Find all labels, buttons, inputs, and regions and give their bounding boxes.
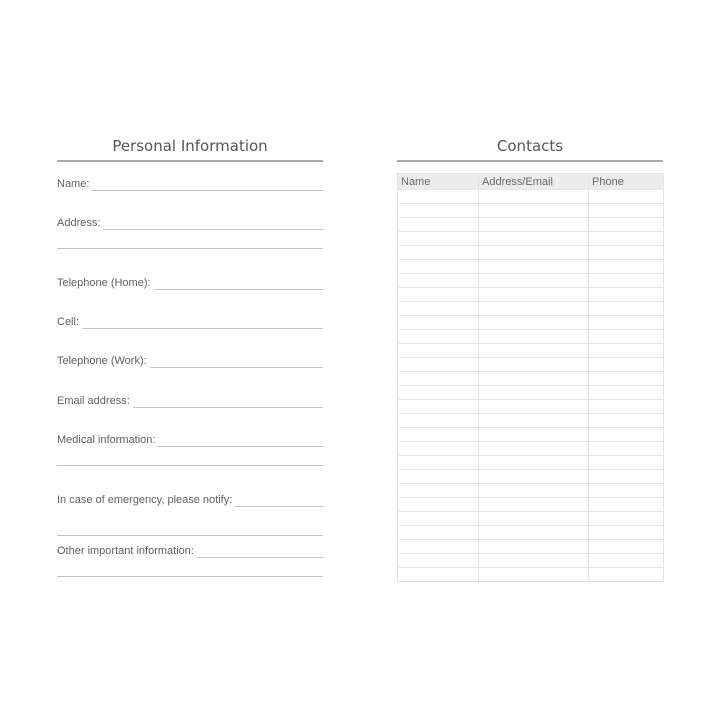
telephone-home-field[interactable]: [57, 276, 323, 290]
contact-address-email-cell[interactable]: [479, 400, 589, 414]
contact-phone-cell[interactable]: [589, 400, 664, 414]
contact-name-cell[interactable]: [398, 498, 479, 512]
contact-phone-cell[interactable]: [589, 330, 664, 344]
emergency-contact-continuation-line[interactable]: [57, 535, 323, 536]
contact-name-cell[interactable]: [398, 274, 479, 288]
contact-phone-cell[interactable]: [589, 246, 664, 260]
contact-phone-cell[interactable]: [589, 302, 664, 316]
contact-name-cell[interactable]: [398, 302, 479, 316]
table-row: [398, 302, 664, 316]
contact-name-cell[interactable]: [398, 358, 479, 372]
contact-address-email-cell[interactable]: [479, 498, 589, 512]
contact-phone-cell[interactable]: [589, 498, 664, 512]
personal-information-title-rule: [57, 160, 323, 162]
email-field[interactable]: [57, 394, 323, 408]
contact-address-email-cell[interactable]: [479, 232, 589, 246]
address-line[interactable]: [103, 219, 323, 230]
telephone-work-label: Telephone (Work):: [57, 355, 147, 367]
contact-address-email-cell[interactable]: [479, 372, 589, 386]
other-information-line[interactable]: [197, 547, 323, 558]
medical-information-continuation-line[interactable]: [57, 465, 323, 466]
personal-information-title: Personal Information: [112, 137, 268, 155]
contact-address-email-cell[interactable]: [479, 260, 589, 274]
contact-address-email-cell[interactable]: [479, 470, 589, 484]
contact-phone-cell[interactable]: [589, 526, 664, 540]
contact-phone-cell[interactable]: [589, 386, 664, 400]
table-row: [398, 260, 664, 274]
column-header-address-email: Address/Email: [479, 174, 589, 190]
contact-phone-cell[interactable]: [589, 274, 664, 288]
other-information-label: Other important information:: [57, 545, 194, 557]
contact-phone-cell[interactable]: [589, 456, 664, 470]
contact-name-cell[interactable]: [398, 428, 479, 442]
table-row: [398, 456, 664, 470]
contacts-table-body: [398, 190, 664, 582]
contact-phone-cell[interactable]: [589, 484, 664, 498]
contact-phone-cell[interactable]: [589, 204, 664, 218]
contact-address-email-cell[interactable]: [479, 568, 589, 582]
contact-name-cell[interactable]: [398, 526, 479, 540]
contact-phone-cell[interactable]: [589, 568, 664, 582]
contact-phone-cell[interactable]: [589, 540, 664, 554]
name-line[interactable]: [92, 180, 323, 191]
contact-phone-cell[interactable]: [589, 554, 664, 568]
emergency-contact-line[interactable]: [235, 496, 323, 507]
emergency-contact-label: In case of emergency, please notify:: [57, 494, 233, 506]
contact-address-email-cell[interactable]: [479, 274, 589, 288]
contact-name-cell[interactable]: [398, 568, 479, 582]
column-header-name: Name: [398, 174, 479, 190]
contact-name-cell[interactable]: [398, 246, 479, 260]
contact-address-email-cell[interactable]: [479, 288, 589, 302]
contact-name-cell[interactable]: [398, 190, 479, 204]
contact-address-email-cell[interactable]: [479, 218, 589, 232]
contact-address-email-cell[interactable]: [479, 302, 589, 316]
contact-phone-cell[interactable]: [589, 218, 664, 232]
contact-phone-cell[interactable]: [589, 358, 664, 372]
medical-information-field[interactable]: [57, 433, 323, 447]
address-field[interactable]: [57, 216, 323, 230]
table-row: [398, 442, 664, 456]
table-row: [398, 204, 664, 218]
email-line[interactable]: [133, 397, 323, 408]
telephone-work-field[interactable]: [57, 354, 323, 368]
contact-address-email-cell[interactable]: [479, 540, 589, 554]
column-header-phone: Phone: [589, 174, 664, 190]
address-continuation-line[interactable]: [57, 248, 323, 249]
contact-phone-cell[interactable]: [589, 260, 664, 274]
contact-address-email-cell[interactable]: [479, 442, 589, 456]
table-row: [398, 372, 664, 386]
contact-address-email-cell[interactable]: [479, 554, 589, 568]
contact-phone-cell[interactable]: [589, 414, 664, 428]
table-row: [398, 484, 664, 498]
table-row: [398, 330, 664, 344]
name-label: Name:: [57, 178, 90, 190]
cell-label: Cell:: [57, 316, 80, 328]
contact-address-email-cell[interactable]: [479, 386, 589, 400]
table-row: [398, 316, 664, 330]
contacts-header-row: [398, 174, 664, 190]
contact-name-cell[interactable]: [398, 442, 479, 456]
contact-name-cell[interactable]: [398, 372, 479, 386]
email-label: Email address:: [57, 395, 130, 407]
contact-name-cell[interactable]: [398, 470, 479, 484]
contact-address-email-cell[interactable]: [479, 414, 589, 428]
table-row: [398, 288, 664, 302]
contact-phone-cell[interactable]: [589, 428, 664, 442]
cell-line[interactable]: [82, 318, 323, 329]
contact-name-cell[interactable]: [398, 456, 479, 470]
contact-name-cell[interactable]: [398, 400, 479, 414]
contacts-table: [397, 173, 664, 582]
table-row: [398, 190, 664, 204]
contacts-title-rule: [397, 160, 663, 162]
contact-name-cell[interactable]: [398, 204, 479, 218]
contact-name-cell[interactable]: [398, 330, 479, 344]
table-row: [398, 344, 664, 358]
contact-address-email-cell[interactable]: [479, 330, 589, 344]
contact-phone-cell[interactable]: [589, 190, 664, 204]
contact-phone-cell[interactable]: [589, 512, 664, 526]
address-label: Address:: [57, 217, 101, 229]
table-row: [398, 386, 664, 400]
name-field[interactable]: [57, 177, 323, 191]
contact-address-email-cell[interactable]: [479, 512, 589, 526]
contact-name-cell[interactable]: [398, 288, 479, 302]
medical-information-label: Medical information:: [57, 434, 156, 446]
telephone-home-label: Telephone (Home):: [57, 277, 151, 289]
contact-name-cell[interactable]: [398, 386, 479, 400]
table-row: [398, 218, 664, 232]
contact-name-cell[interactable]: [398, 554, 479, 568]
table-row: [398, 428, 664, 442]
table-row: [398, 540, 664, 554]
table-row: [398, 358, 664, 372]
contacts-title: Contacts: [496, 137, 564, 155]
table-row: [398, 512, 664, 526]
table-row: [398, 498, 664, 512]
contact-address-email-cell[interactable]: [479, 190, 589, 204]
contact-address-email-cell[interactable]: [479, 456, 589, 470]
contact-name-cell[interactable]: [398, 232, 479, 246]
contact-address-email-cell[interactable]: [479, 316, 589, 330]
table-row: [398, 526, 664, 540]
contact-address-email-cell[interactable]: [479, 428, 589, 442]
telephone-home-line[interactable]: [154, 279, 323, 290]
contact-name-cell[interactable]: [398, 414, 479, 428]
table-row: [398, 246, 664, 260]
contact-phone-cell[interactable]: [589, 316, 664, 330]
table-row: [398, 400, 664, 414]
table-row: [398, 414, 664, 428]
contact-phone-cell[interactable]: [589, 232, 664, 246]
table-row: [398, 470, 664, 484]
contact-phone-cell[interactable]: [589, 470, 664, 484]
other-information-field[interactable]: [57, 544, 323, 558]
contact-phone-cell[interactable]: [589, 372, 664, 386]
contact-address-email-cell[interactable]: [479, 344, 589, 358]
medical-information-line[interactable]: [158, 436, 323, 447]
contact-name-cell[interactable]: [398, 484, 479, 498]
table-row: [398, 554, 664, 568]
contact-address-email-cell[interactable]: [479, 526, 589, 540]
contact-name-cell[interactable]: [398, 218, 479, 232]
contact-address-email-cell[interactable]: [479, 246, 589, 260]
contact-name-cell[interactable]: [398, 316, 479, 330]
contact-name-cell[interactable]: [398, 512, 479, 526]
contact-phone-cell[interactable]: [589, 288, 664, 302]
emergency-contact-field[interactable]: [57, 493, 323, 507]
contact-name-cell[interactable]: [398, 260, 479, 274]
table-row: [398, 274, 664, 288]
table-row: [398, 232, 664, 246]
cell-field[interactable]: [57, 315, 323, 329]
telephone-work-line[interactable]: [150, 357, 323, 368]
contact-phone-cell[interactable]: [589, 344, 664, 358]
contact-phone-cell[interactable]: [589, 442, 664, 456]
contact-address-email-cell[interactable]: [479, 204, 589, 218]
contact-name-cell[interactable]: [398, 540, 479, 554]
other-information-continuation-line[interactable]: [57, 576, 323, 577]
table-row: [398, 568, 664, 582]
contact-address-email-cell[interactable]: [479, 358, 589, 372]
contact-name-cell[interactable]: [398, 344, 479, 358]
contact-address-email-cell[interactable]: [479, 484, 589, 498]
